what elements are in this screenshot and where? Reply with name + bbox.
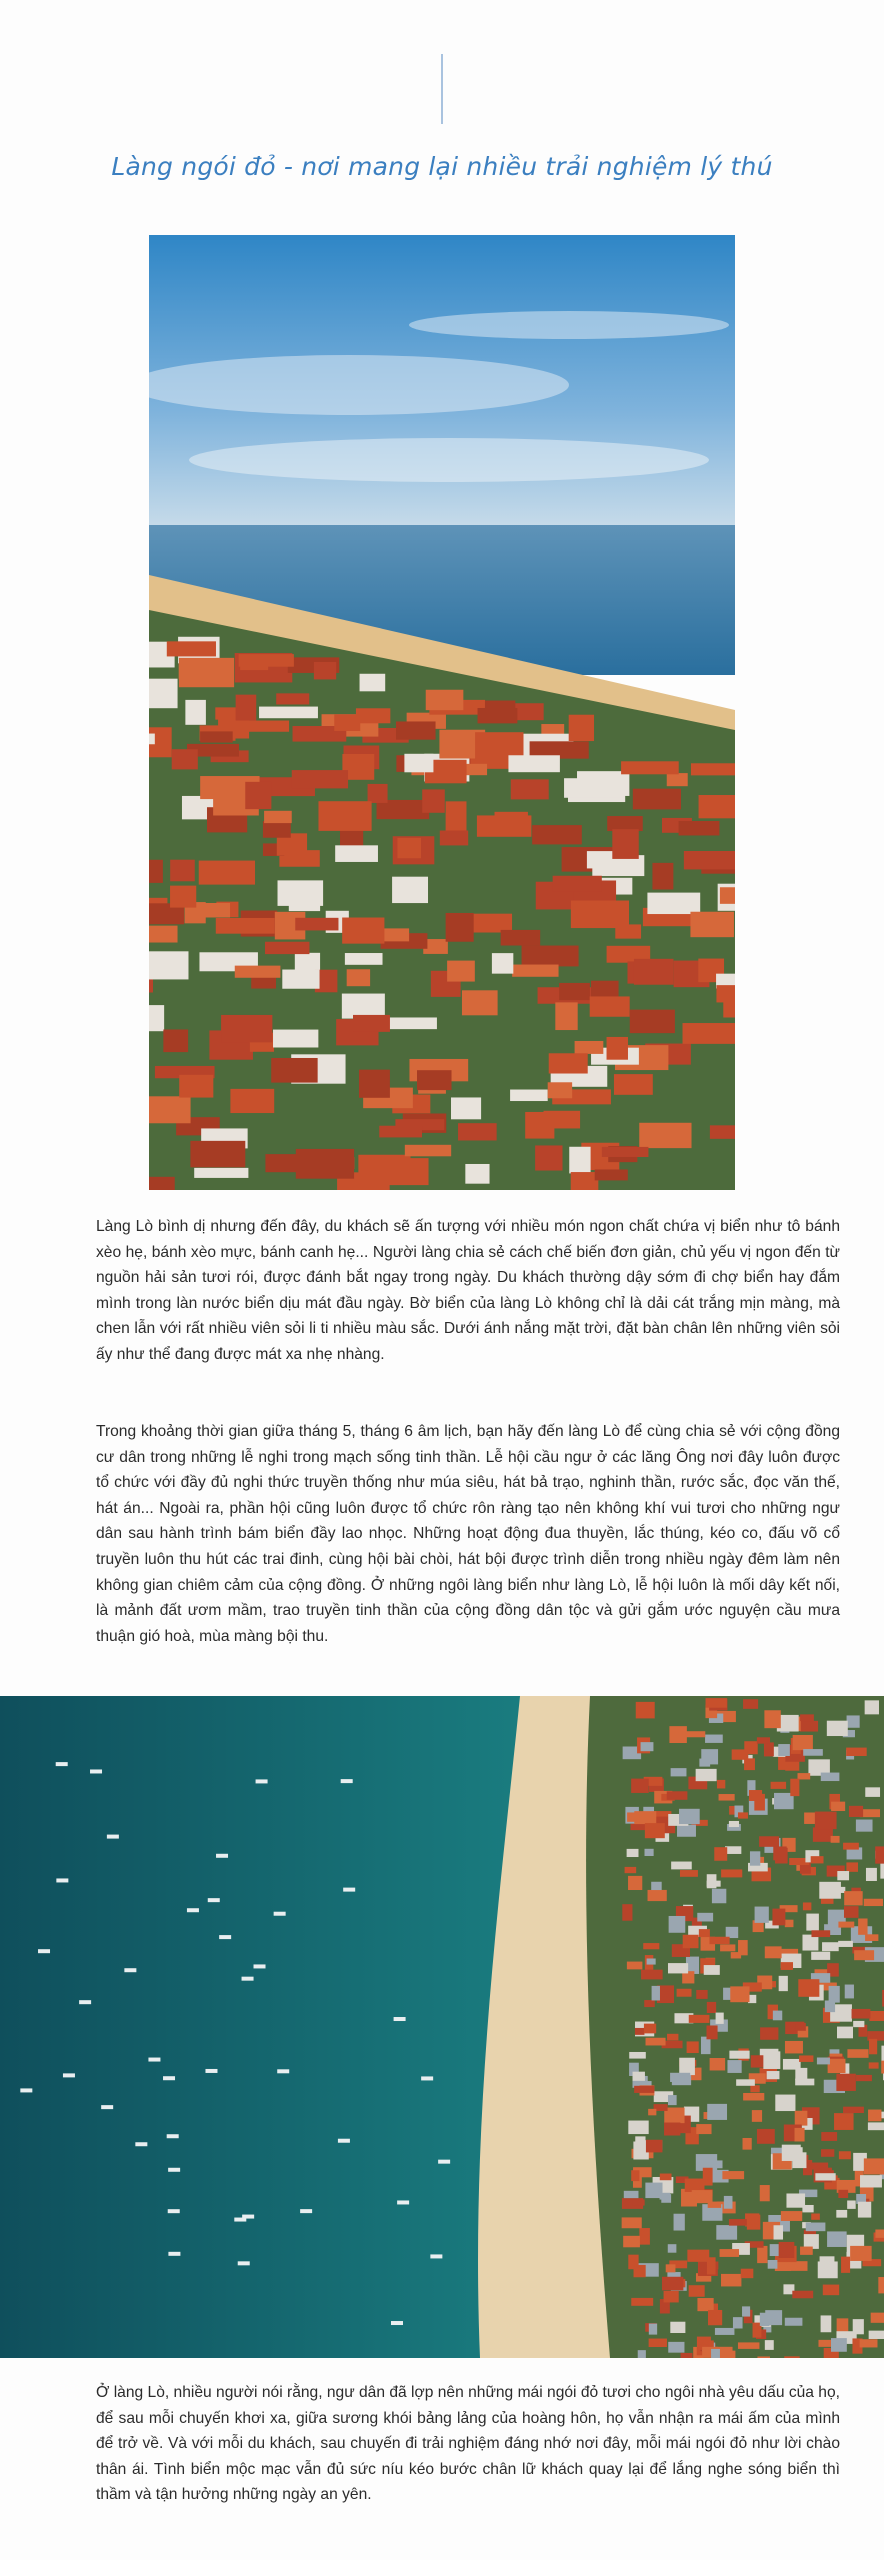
paragraph-food: Làng Lò bình dị nhưng đến đây, du khách sẽ ấn tượng với nhiều món ngon chất chứa vị biển như tô bánh xèo hẹ, bánh xèo mực, bánh canh hẹ... Người làng chia sẻ cách chế biến đơn giản, chủ yếu vị ngon đến từ nguồn hải sản tươi rói, được đánh bắt ngay trong ngày. Du khách thường dậy sớm đi chợ biển hay đắm mình trong làn nước biển dịu mát đầu ngày. Bờ biển của làng Lò không chỉ là dải cát trắng mịn màng, mà chen lẫn với rất nhiều viên sỏi li ti nhiều màu sắc. Dưới ánh nắng mặt trời, đặt bàn chân lên những viên sỏi ấy như thể đang được mát xa nhẹ nhàng.	[96, 1218, 840, 1363]
section-heading: Làng ngói đỏ - nơi mang lại nhiều trải nghiệm lý thú	[111, 152, 773, 181]
decorative-divider-line	[441, 54, 443, 124]
paragraph-festival: Trong khoảng thời gian giữa tháng 5, tháng 6 âm lịch, bạn hãy đến làng Lò để cùng chia sẻ với cộng đồng cư dân trong những lễ nghi trong mạch sống tinh thần. Lễ hội cầu ngư ở các lăng Ông nơi đây luôn được tổ chức với đầy đủ nghi thức truyền thống như múa siêu, hát bả trạo, nghinh thần, rước sắc, đọc văn thế, hát án... Ngoài ra, phần hội cũng luôn được tổ chức rôn ràng tạo nên không khí vui tươi cho những ngư dân sau hành trình bám biển đầy lao nhọc. Những hoạt động đua thuyền, lắc thúng, kéo co, đấu võ cổ truyền luôn thu hút các trai đinh, cùng hội bài chòi, hát bội được trình diễn trong nhiều ngày đêm làm nên không gian chiêm cảm của cộng đồng. Ở những ngôi làng biển như làng Lò, lễ hội luôn là mối dây kết nối, là mảnh đất ươm mầm, trao truyền tinh thần của cộng đồng dân tộc và gửi gắm ước nguyện cầu mưa thuận gió hoà, mùa màng bội thu.	[96, 1423, 840, 1645]
village-coastline-photo	[149, 235, 735, 1190]
paragraph-red-roofs: Ở làng Lò, nhiều người nói rằng, ngư dân đã lợp nên những mái ngói đỏ tươi cho ngôi nhà yêu dấu của họ, để sau mỗi chuyến khơi xa, giữa sương khói bảng lảng của hoàng hôn, họ vẫn nhận ra mái ấm của mình để trở về. Và với mỗi du khách, sau chuyến đi trải nghiệm đáng nhớ nơi đây, mỗi mái ngói đỏ như lời chào thân ái. Tình biển mộc mạc vẫn đủ sức níu kéo bước chân lữ khách quay lại để lắng nghe sóng biển thì thầm và tận hưởng những ngày an yên.	[96, 2384, 840, 2504]
aerial-beach-photo	[0, 1696, 884, 2358]
